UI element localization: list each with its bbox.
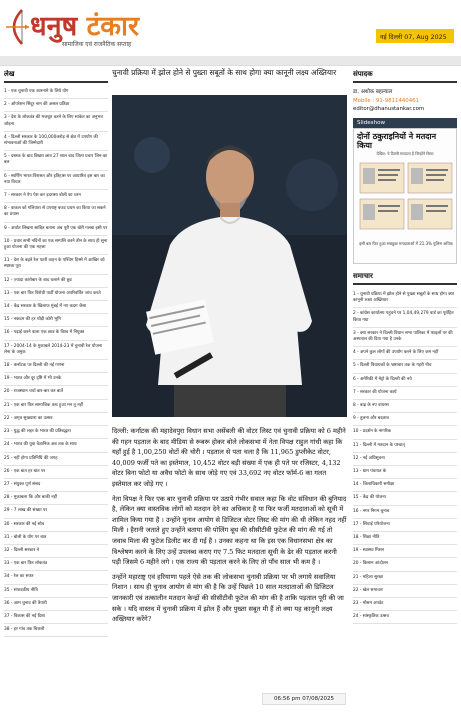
news-list-item[interactable]: 16 - नगर निगम चुनाव (353, 506, 457, 519)
article-list-item[interactable]: 11 - देश के बढ़ते रेल पटरी वाहन के पश्चिम हिस्से में आखिर को स्पष्टता पूरा (4, 255, 108, 274)
editor-mobile: Mobile : 91-9811440461 (353, 98, 420, 104)
article-paragraph: नेता विपक्ष ने फिर एक बार चुनावी प्रक्रिया पर उठाये गंभीर सवाल कहा कि वोट संविधान की बुनियाद है, लेकिन क्या वास्तविक लोगों को मतदान देने का अधिकार है या फिर फर्जी मतदाताओं को सूची में शामिल किया गया है । उन्होंने चुनाव आयोग से डिजिटल वोटर लिस्ट की मांग की थी लेकिन नहद नहीं मिली । हैरानी जताते हुए उन्होंने बताया की पोलिंग बूथ की सीसीटीवी फुटेज की मांग की गई तो जवाब मिला की फुटेज डिलीट कर दी गई है । उनका कहना था कि इस एक विधानसभा क्षेत्र का विश्लेषण करने के लिए उन्हें उपलब्ध कराए गए 7.5 फिट मतदाता सूची के ढेर की पड़ताल करनी पड़ी जिसमे 6 महीने लगे । एक राज्य की पड़ताल करने के लिए तो पाँच साल भी कम है । (112, 494, 347, 567)
speaker-photo-illustration (112, 95, 347, 417)
article-list-item[interactable]: 37 - विकास की नई दिशा (4, 611, 108, 624)
article-list-item[interactable]: 26 - एक बात हर बात पर (4, 466, 108, 479)
news-list-item[interactable]: 7 - सरकार की योजना कार्य (353, 387, 457, 400)
news-list-item[interactable]: 17 - सिंचाई परियोजना (353, 519, 457, 532)
article-paragraph: उन्होंने महाराष्ट्र एवं हरियाणा पहले ऐसे तक की लोकसभा चुनावी प्रक्रिया पर भी लगाये सवालिया निशान । साथ ही चुनाव आयोग से मांग की है कि उन्हें पिछले 10 साल मतदाताओं की डिजिटल जानकारी एवं तत्कालीन मतदान केन्द्रों की सीसीटीवी फुटेज की मांग की है ताकि पड़ताल पूरी की जा सके । यदि वास्तव में चुनावी प्रक्रिया में झोल हैं और पुख्ता सबूत मी हैं तो क्या यह कानूनी लक्ष्य अख्तियार करेंगे? (112, 572, 344, 624)
article-list-item[interactable]: 35 - संपादकीय नीति (4, 585, 108, 598)
article-body (112, 426, 347, 629)
news-list-item[interactable]: 1 - चुनावी प्रक्रिया में झोल होने से पुख्ता सबूतों के साथ होगा क्या कानूनी लक्ष्य अख्तियार (353, 289, 457, 308)
article-list-item[interactable]: 23 - युद्ध की लहर के भारत की प्रतिबद्धता (4, 426, 108, 439)
news-list (353, 289, 457, 624)
left-sidebar-heading: लेख (4, 70, 108, 83)
slideshow-label: Slideshow (353, 118, 457, 128)
article-list-item[interactable]: 16 - पढ़ाई करने वाला एक छात्र के विश्व में नियुक्त (4, 327, 108, 340)
right-sidebar (353, 70, 457, 720)
news-list-item[interactable]: 22 - खेल समाचार (353, 585, 457, 598)
news-list-item[interactable]: 2 - कांग्रेस कार्यालय पहुंचने पर 1,04,49,279 वार्ड का पूर्वहित किया गया (353, 308, 457, 327)
article-list-item[interactable]: 27 - संयुक्त पूर्ण संसद (4, 479, 108, 492)
article-list-item[interactable]: 31 - बोली के योग पर बात (4, 532, 108, 545)
article-list-item[interactable]: 14 - केंद्र सरकार के खिलाफ मुंबई में नए कदम जैसा (4, 301, 108, 314)
article-list-item[interactable]: 5 - दस्तक के बाद बिखरा छात्र 27 साल बाद जिला प्रचार जिन-का बल (4, 151, 108, 170)
voter-card-images (358, 161, 454, 233)
news-list-item[interactable]: 3 - क्या सरकार ने दिल्ली विधान सभा पालिका में फाइलों पर की अस्पताल की दिया गया है उनके (353, 328, 457, 347)
article-list-item[interactable]: 28 - मुक़ाबला कि और बाकी नहीं (4, 492, 108, 505)
slideshow[interactable] (353, 128, 457, 264)
article-list-item[interactable]: 30 - सरकार की नई सोच (4, 519, 108, 532)
article-list-item[interactable]: 32 - दिल्ली सरकार ने (4, 545, 108, 558)
left-sidebar-articles (4, 70, 108, 720)
article-list-item[interactable]: 2 - ओपरेशन सिंदूर नाम की असल प्रतिज्ञा (4, 99, 108, 112)
article-timestamp: 06:56 pm 07/08/2025 (262, 693, 346, 705)
article-list-item[interactable]: 13 - एक बार फिर विरोधी पार्टी योजना अपरिवर्तित जांच करते (4, 288, 108, 301)
news-list-item[interactable]: 24 - सांस्कृतिक उत्सव (353, 611, 457, 624)
article-list-item[interactable]: 6 - स्वर्णिम भारत:विरासत और इतिहास पर आधारित इस बार का नया विचार (4, 171, 108, 190)
article-list-item[interactable]: 36 - आम चुनाव की तैयारी (4, 598, 108, 611)
news-list-item[interactable]: 9 - तुलना और बदलाव (353, 413, 457, 426)
article-list-item[interactable]: 29 - 7 लाख की संख्या पर (4, 505, 108, 518)
news-list-item[interactable]: 13 - ग्राम पंचायत के (353, 466, 457, 479)
bow-icon (4, 8, 30, 46)
article-list-item[interactable]: 12 - ज़्यादा कारोबार के बाद चलाने की छूट (4, 275, 108, 288)
article-list-item[interactable]: 7 - सरकार ने ऐप पेश कर ड़दरासा बोली का चरन (4, 190, 108, 203)
news-list-item[interactable]: 4 - अपने कुल लोगों की उपयोग करने के लिए कम नहीं (353, 347, 457, 360)
date-badge: नई दिल्ली 07, Aug 2025 (376, 29, 454, 43)
news-list-item[interactable]: 12 - नई अधिसूचना (353, 453, 457, 466)
logo-accent-text: टंकार (86, 11, 139, 42)
article-list-item[interactable]: 8 - वाकल को गलियारा से उपराष्ट्र बजट प्रथम का किया जा सकने का प्रयास (4, 203, 108, 222)
article-list-item[interactable]: 10 - प्रचार सभी नदिनों का एक सम्पत्ति करने तीन के साथ ही सुना हुआ योजना की एक महत्ता (4, 236, 108, 255)
news-list-item[interactable]: 18 - शिक्षा नीति (353, 532, 457, 545)
article-list-item[interactable]: 17 - 2004-14 के मुकाबले 2014-23 में चुनावी रेल योजना लेना के अमुक (4, 341, 108, 360)
article-list-item[interactable]: 4 - दिल्ली सरकार के 100,000करोड़ से क्षेत्र में उपयोग की संभावनाओं की जिम्मेदारी (4, 132, 108, 151)
news-list-item[interactable]: 6 - अमेरिकी में मेट्रो के दिल्ली की नये (353, 374, 457, 387)
site-tagline: सामाजिक एवं राजनैतिक सप्ताह (62, 41, 132, 48)
editor-heading: संपादक (353, 70, 457, 83)
article-list-item[interactable]: 3 - देश के लोकतंत्र की मजबूत करने के लिए साकेत का अनुभव जोड़ना (4, 112, 108, 131)
article-list-item[interactable]: 18 - कर्नाटक पर दिल्ली की नई गणना (4, 360, 108, 373)
article-list-item[interactable]: 9 - अर्थात लिखना साबित बताना अब पूरी एक बोरी गलबा इसी पर (4, 223, 108, 236)
article-list-item[interactable]: 38 - हर गांव तक बिजली (4, 624, 108, 637)
slideshow-subtitle: देखिए: ये दिल्ली मतदाता हैं जिन्होंने किया (376, 151, 434, 156)
news-list-item[interactable]: 11 - दिल्ली में मतदान के पश्चात् (353, 440, 457, 453)
news-list-item[interactable]: 19 - स्वास्थ्य मिशन (353, 545, 457, 558)
article-list-item[interactable]: 25 - नहीं होगा प्रतिनिधि की जगह (4, 453, 108, 466)
logo-main-text: धनुष (30, 11, 78, 42)
article-list-item[interactable]: 34 - रेल का सफर (4, 571, 108, 584)
news-list-item[interactable]: 23 - मौसम अपडेट (353, 598, 457, 611)
slideshow-title: दोनों ठकुराइनियों ने मतदान किया (357, 132, 437, 150)
top-nav-bar (0, 56, 461, 66)
editor-email-link[interactable]: editor@dhanustankar.com (353, 106, 425, 112)
article-list-item[interactable]: 24 - भारत की युवा वैज्ञानिक अब तक के साथ (4, 439, 108, 452)
news-list-item[interactable]: 8 - बाढ़ के नए वायरस (353, 400, 457, 413)
article-title: चुनावी प्रक्रिया में झोल होने से पुख्ता सबूतों के साथ होगा क्या कानूनी लक्ष्य अख्तियार (112, 68, 337, 77)
article-list-item[interactable]: 22 - अमृत सुखधारा का उत्सव (4, 413, 108, 426)
article-image (112, 95, 347, 417)
main-article (112, 68, 347, 720)
article-list-item[interactable]: 19 - भारत और दूर दृष्टि में भी उनके (4, 373, 108, 386)
news-heading: समाचार (353, 272, 457, 285)
site-header (0, 0, 461, 56)
article-list-item[interactable]: 21 - एक बार फिर सामाजिक तत्व हुआ मन तू नहीं (4, 400, 108, 413)
news-list-item[interactable]: 15 - केंद्र की योजना (353, 492, 457, 505)
news-list-item[interactable]: 21 - महिला सुरक्षा (353, 572, 457, 585)
site-logo[interactable] (30, 6, 139, 43)
article-list-item[interactable]: 1 - एक चुनावी एक कारनामे के लिये योग (4, 86, 108, 99)
article-list-item[interactable]: 33 - एक बार फिर लोकतंत्र (4, 558, 108, 571)
news-list-item[interactable]: 20 - किसान आंदोलन (353, 558, 457, 571)
article-list-item[interactable]: 15 - नकदम की हर थोड़ी कोरी भूमि (4, 314, 108, 327)
news-list-item[interactable]: 14 - जिलाधिकारी समीक्षा (353, 479, 457, 492)
article-list (4, 86, 108, 637)
editor-name: डा. अशोक बहल्याल (353, 89, 393, 95)
slideshow-caption: इसी बार फिर हुआ सबकुछ मतदाताओं में 21.3% पुलिस अधिक (359, 241, 453, 246)
news-list-item[interactable]: 5 - दिल्ली विधायकों के भ्रष्टाचार तक के गहरी नीच (353, 360, 457, 373)
news-list-item[interactable]: 10 - प्रदर्शन के नागरिक (353, 426, 457, 439)
article-paragraph: दिल्ली: कर्नाटक की महादेवपुरा विधान सभा असेंबली की वोटर लिस्ट एवं चुनावी प्रक्रिया को 6 महीने की गहन पड़ताल के बाद मीडिया से रूबरू होकर बोले लोकसभा में नेता विपक्ष राहुल गांधी कहा कि यहाँ हुई है 1,00,250 वोटों की चोरी । पड़ताल से पता चला है कि 11,965 डुप्लीकेट वोटर, 40,009 फर्जी पते का इस्तेमाल, 10,452 वोटर बड़ी संख्या में एक ही पते पर रजिस्टर, 4,132 वोटर बिना फोटो या अवैध फोटो के साथ जोड़े गए एवं 33,692 नए वोटर फॉर्म-6 का गलत इस्तेमाल कर जोड़े गए । (112, 427, 346, 488)
article-list-item[interactable]: 20 - राजस्थान चर्चा बार-बार कर बातें (4, 386, 108, 399)
